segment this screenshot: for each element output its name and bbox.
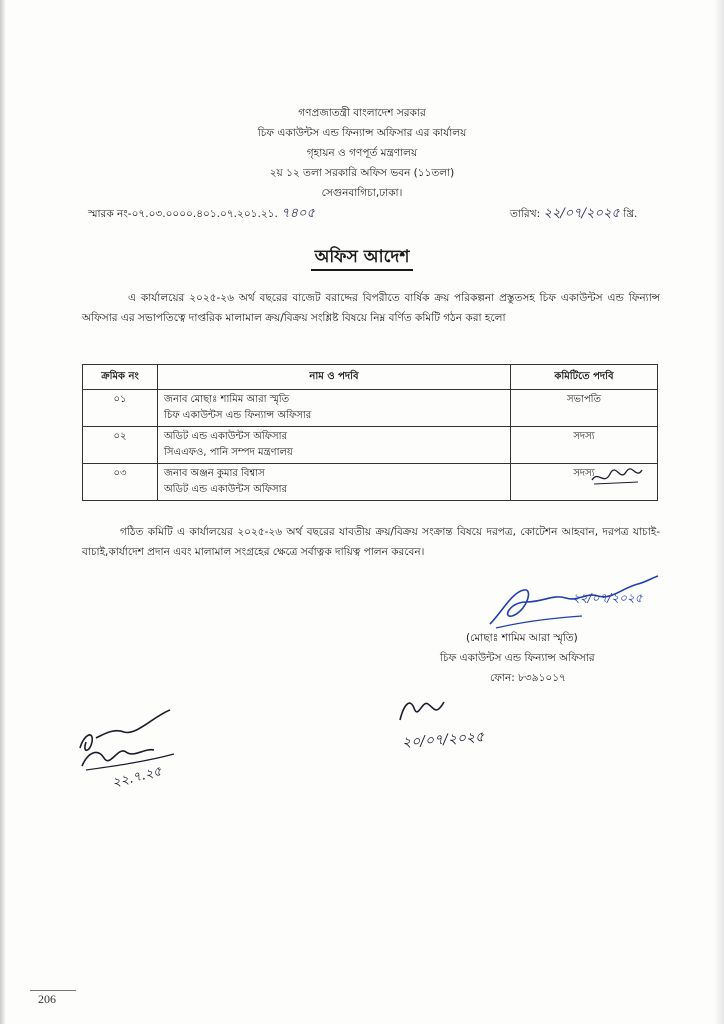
left-date-handwritten: ২২.৭.২৫ xyxy=(110,764,164,791)
row-role-text: সদস্য xyxy=(573,468,595,479)
row-designation: সিএএফও, পানি সম্পদ মন্ত্রণালয় xyxy=(164,447,293,458)
memo-reference-prefix: স্মারক নং-০৭.০৩.০০০০.৪০১.০৭.২০১.২১. xyxy=(88,208,278,220)
row-designation: চিফ একাউন্টস এন্ড ফিন্যান্স অফিসার xyxy=(164,410,312,421)
row-serial: ০১ xyxy=(83,390,158,427)
document-title-text: অফিস আদেশ xyxy=(311,247,414,271)
row-role: সভাপতি xyxy=(511,390,658,427)
row-role: সদস্য xyxy=(511,427,658,464)
table-row xyxy=(83,390,658,427)
row-name: জনাব মোছাঃ শামিম আরা স্মৃতি xyxy=(164,394,290,405)
table-initials-scribble xyxy=(588,466,644,488)
header-address: সেগুনবাগিচা,ঢাকা। xyxy=(321,187,403,199)
memo-reference xyxy=(88,204,315,225)
header-committee-role: কমিটিতে পদবি xyxy=(511,365,658,390)
table-header-row xyxy=(83,365,658,390)
header-building: ২য় ১২ তলা সরকারি অফিস ভবন (১১তলা) xyxy=(269,167,455,179)
signatory-block xyxy=(440,628,595,688)
row-serial: ০২ xyxy=(83,427,158,464)
signature-date-handwritten: ২২/০৭/২০২৫ xyxy=(572,591,643,605)
table-row xyxy=(83,464,658,501)
row-designation: অডিট এন্ড একাউন্টস অফিসার xyxy=(164,484,288,495)
closing-paragraph: গঠিত কমিটি এ কার্যালয়ের ২০২৫-২৬ অর্থ বছরের যাবতীয় ক্রয়/বিক্রয় সংক্রান্ত বিষয়ে দরপত্র, কোটেশন আহবান, দরপত্র যাচাই-বাচাই,কার্যাদেশ প্রদান এবং মালামাল সংগ্রহের ক্ষেত্রে সর্বাত্নক দায়িত্ব পালন করবেন। xyxy=(82,526,660,558)
signatory-name: (মোছাঃ শামিম আরা স্মৃতি) xyxy=(466,632,578,644)
memo-date-suffix: খ্রি. xyxy=(623,208,638,220)
intro-paragraph: এ কার্যালয়ের ২০২৫-২৬ অর্থ বছরের বাজেট বরাদ্দের বিপরীতে বার্ষিক ক্রয় পরিকল্পনা প্রস্তুতসহ চিফ একাউন্টস এন্ড ফিন্যান্স অফিসার এর সভাপতিত্বে দাপ্তরিক মালামাল ক্রয়/বিক্রয় সংশ্লিষ্ট বিষয়ে নিম্ন বর্ণিত কমিটি গঠন করা হলো xyxy=(82,292,660,324)
row-serial: ০৩ xyxy=(83,464,158,501)
header-government: গণপ্রজাতন্ত্রী বাংলাদেশ সরকার xyxy=(298,107,426,119)
memo-reference-handwritten-number: ৭৪০৫ xyxy=(281,206,315,221)
row-name: অডিট এন্ড একাউন্টস অফিসার xyxy=(164,431,288,442)
page-number-rule xyxy=(30,990,76,991)
middle-initials-scribble xyxy=(396,694,448,728)
header-ministry: গৃহায়ন ও গণপূর্ত মন্ত্রণালয় xyxy=(306,147,418,159)
left-signatures-scribble xyxy=(74,708,224,804)
signatory-phone: ফোন: ৮৩৯১০১৭ xyxy=(490,672,566,684)
memo-date xyxy=(510,204,637,225)
row-name-cell xyxy=(158,390,511,427)
row-name-cell xyxy=(158,464,511,501)
page-number: 206 xyxy=(38,992,56,1006)
row-name-cell xyxy=(158,427,511,464)
header-office: চিফ একাউন্টস এন্ড ফিন্যান্স অফিসার এর কার্যালয় xyxy=(257,127,467,139)
memo-date-handwritten: ২২/০৭/২০২৫ xyxy=(543,206,620,221)
document-title xyxy=(0,244,724,272)
signatory-title: চিফ একাউন্টস এন্ড ফিন্যান্স অফিসার xyxy=(440,652,595,664)
header-name-designation: নাম ও পদবি xyxy=(158,365,511,390)
row-name: জনাব অঞ্জন কুমার বিশ্বাস xyxy=(164,468,265,479)
header-serial: ক্রমিক নং xyxy=(83,365,158,390)
table-row xyxy=(83,427,658,464)
committee-table xyxy=(82,364,658,501)
middle-date-handwritten: ২০/০৭/২০২৫ xyxy=(401,729,485,751)
memo-date-label: তারিখ: xyxy=(510,208,541,220)
